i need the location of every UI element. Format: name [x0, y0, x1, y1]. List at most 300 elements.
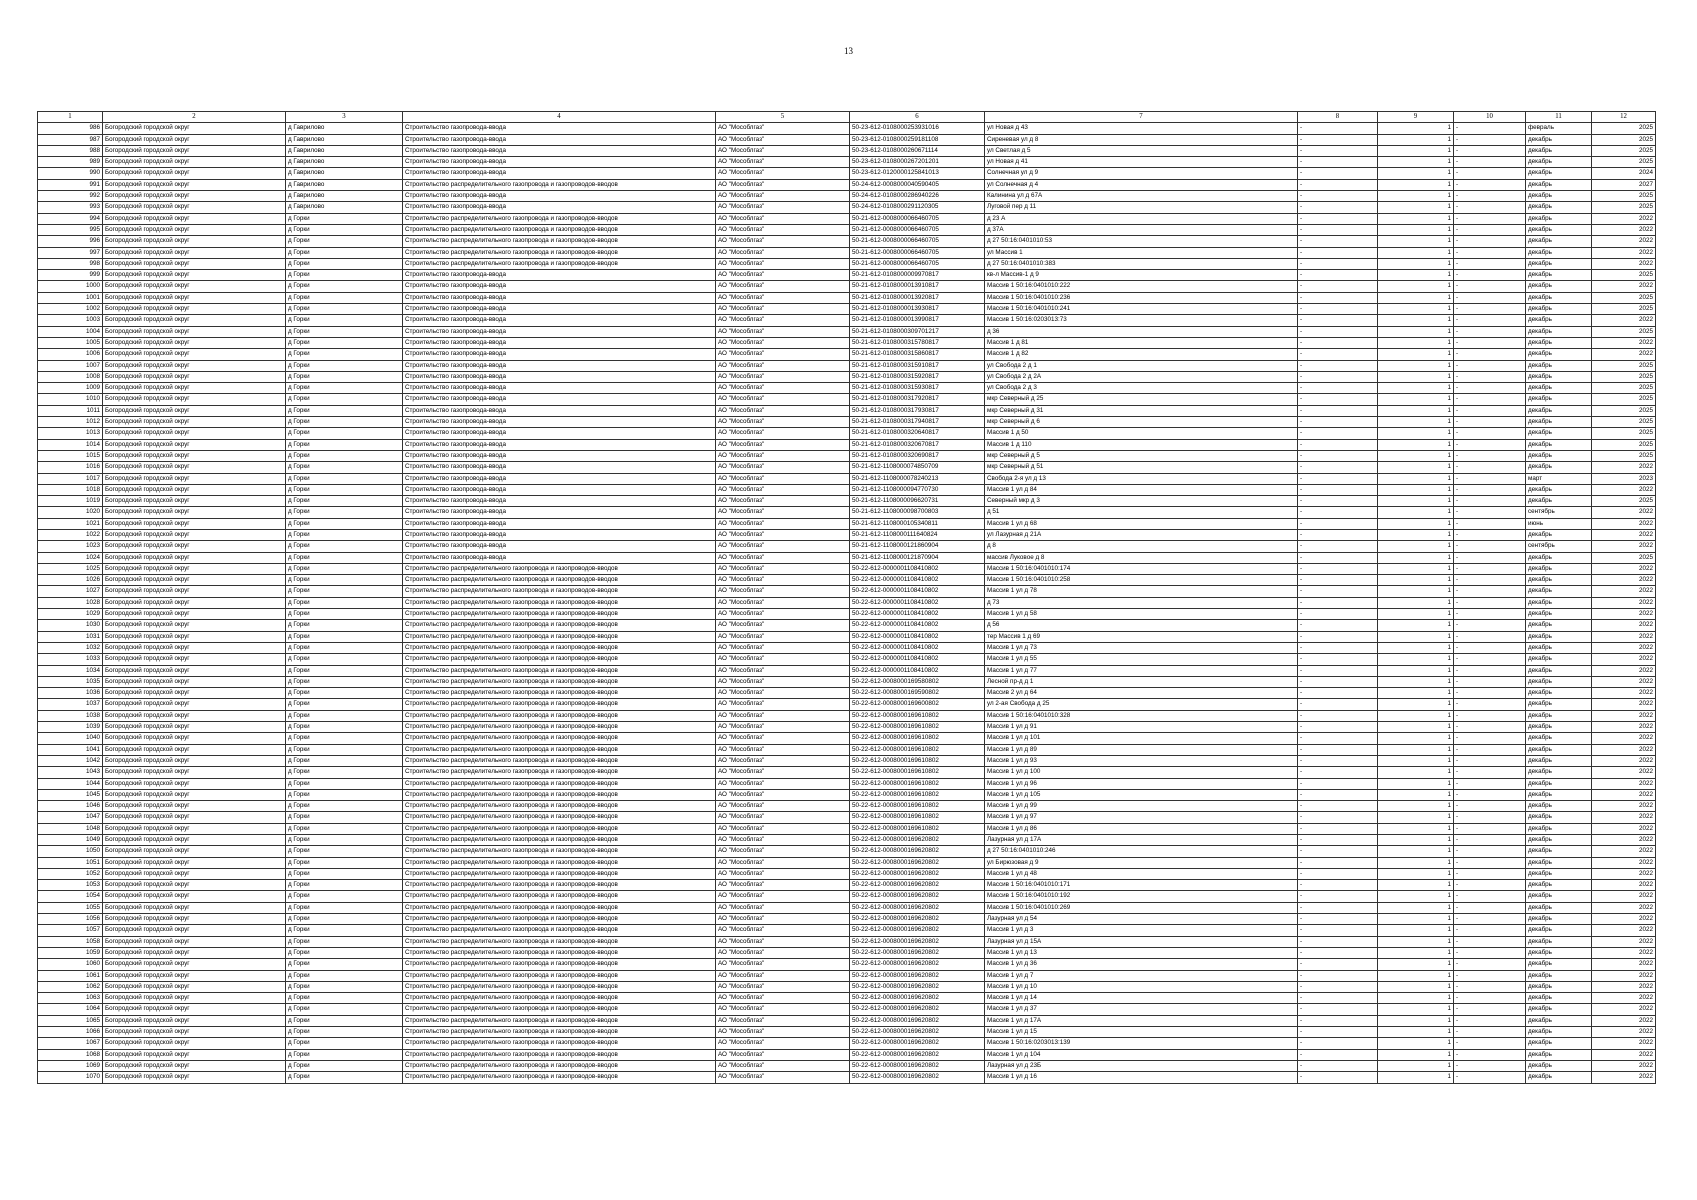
- year-cell: 2025: [1592, 326, 1656, 337]
- application-number-cell: 50-21-612-0108000013910817: [850, 281, 985, 292]
- address-cell: Массив 1 ул д 16: [985, 1072, 1298, 1083]
- organization-cell: АО "Мособлгаз": [716, 947, 850, 958]
- row-number-cell: 1013: [38, 428, 103, 439]
- organization-cell: АО "Мособлгаз": [716, 936, 850, 947]
- month-cell: декабрь: [1526, 631, 1592, 642]
- column-10-cell: -: [1454, 586, 1526, 597]
- year-cell: 2022: [1592, 676, 1656, 687]
- municipality-cell: Богородский городской округ: [103, 925, 286, 936]
- column-10-cell: -: [1454, 778, 1526, 789]
- year-cell: 2022: [1592, 224, 1656, 235]
- settlement-cell: д Горки: [286, 936, 403, 947]
- organization-cell: АО "Мособлгаз": [716, 891, 850, 902]
- address-cell: Калинина ул д 67А: [985, 191, 1298, 202]
- address-cell: ул Свобода 2 д 3: [985, 383, 1298, 394]
- year-cell: 2022: [1592, 609, 1656, 620]
- address-cell: Массив 1 ул д 99: [985, 801, 1298, 812]
- column-8-cell: -: [1298, 891, 1378, 902]
- count-cell: 1: [1378, 835, 1454, 846]
- column-header: 4: [403, 112, 716, 123]
- application-number-cell: 50-22-612-0008000169610802: [850, 801, 985, 812]
- application-number-cell: 50-22-612-0008000169620802: [850, 947, 985, 958]
- column-8-cell: -: [1298, 552, 1378, 563]
- row-number-cell: 1031: [38, 631, 103, 642]
- month-cell: декабрь: [1526, 642, 1592, 653]
- work-type-cell: Строительство распределительного газопровода и газопроводов-вводов: [403, 767, 716, 778]
- column-8-cell: -: [1298, 315, 1378, 326]
- organization-cell: АО "Мособлгаз": [716, 699, 850, 710]
- year-cell: 2025: [1592, 428, 1656, 439]
- row-number-cell: 988: [38, 145, 103, 156]
- month-cell: декабрь: [1526, 699, 1592, 710]
- municipality-cell: Богородский городской округ: [103, 405, 286, 416]
- application-number-cell: 50-22-612-0008000169610802: [850, 823, 985, 834]
- count-cell: 1: [1378, 270, 1454, 281]
- month-cell: декабрь: [1526, 213, 1592, 224]
- address-cell: Лазурная ул д 15А: [985, 936, 1298, 947]
- row-number-cell: 1000: [38, 281, 103, 292]
- column-8-cell: -: [1298, 134, 1378, 145]
- organization-cell: АО "Мособлгаз": [716, 586, 850, 597]
- table-row: [38, 1038, 1656, 1049]
- month-cell: декабрь: [1526, 688, 1592, 699]
- organization-cell: АО "Мособлгаз": [716, 315, 850, 326]
- column-8-cell: -: [1298, 507, 1378, 518]
- column-8-cell: -: [1298, 778, 1378, 789]
- row-number-cell: 993: [38, 202, 103, 213]
- count-cell: 1: [1378, 1004, 1454, 1015]
- column-10-cell: -: [1454, 405, 1526, 416]
- organization-cell: АО "Мособлгаз": [716, 326, 850, 337]
- address-cell: Массив 1 50:16:0401010:171: [985, 880, 1298, 891]
- column-8-cell: -: [1298, 1060, 1378, 1071]
- table-row: [38, 846, 1656, 857]
- row-number-cell: 1035: [38, 676, 103, 687]
- organization-cell: АО "Мособлгаз": [716, 360, 850, 371]
- count-cell: 1: [1378, 1038, 1454, 1049]
- settlement-cell: д Горки: [286, 733, 403, 744]
- row-number-cell: 991: [38, 179, 103, 190]
- work-type-cell: Строительство распределительного газопровода и газопроводов-вводов: [403, 891, 716, 902]
- application-number-cell: 50-23-612-0108000259181108: [850, 134, 985, 145]
- month-cell: декабрь: [1526, 462, 1592, 473]
- organization-cell: АО "Мособлгаз": [716, 202, 850, 213]
- column-10-cell: -: [1454, 145, 1526, 156]
- table-row: [38, 642, 1656, 653]
- row-number-cell: 989: [38, 157, 103, 168]
- settlement-cell: д Горки: [286, 823, 403, 834]
- application-number-cell: 50-21-612-1108000098700803: [850, 507, 985, 518]
- organization-cell: АО "Мособлгаз": [716, 631, 850, 642]
- column-8-cell: -: [1298, 597, 1378, 608]
- application-number-cell: 50-21-612-1108000111640824: [850, 529, 985, 540]
- address-cell: Луговой пер д 11: [985, 202, 1298, 213]
- column-8-cell: -: [1298, 801, 1378, 812]
- address-cell: Массив 1 50:16:0401010:328: [985, 710, 1298, 721]
- address-cell: Свобода 2-я ул д 13: [985, 473, 1298, 484]
- work-type-cell: Строительство газопровода-ввода: [403, 383, 716, 394]
- address-cell: Массив 1 ул д 17А: [985, 1015, 1298, 1026]
- count-cell: 1: [1378, 609, 1454, 620]
- organization-cell: АО "Мособлгаз": [716, 529, 850, 540]
- municipality-cell: Богородский городской округ: [103, 880, 286, 891]
- count-cell: 1: [1378, 755, 1454, 766]
- address-cell: Массив 1 ул д 78: [985, 586, 1298, 597]
- municipality-cell: Богородский городской округ: [103, 789, 286, 800]
- year-cell: 2025: [1592, 191, 1656, 202]
- settlement-cell: д Горки: [286, 247, 403, 258]
- application-number-cell: 50-21-612-0108000013930817: [850, 304, 985, 315]
- settlement-cell: д Горки: [286, 597, 403, 608]
- row-number-cell: 1055: [38, 902, 103, 913]
- row-number-cell: 1051: [38, 857, 103, 868]
- month-cell: декабрь: [1526, 710, 1592, 721]
- table-row: [38, 337, 1656, 348]
- address-cell: Массив 1 ул д 100: [985, 767, 1298, 778]
- year-cell: 2022: [1592, 281, 1656, 292]
- application-number-cell: 50-22-612-0000001108410802: [850, 620, 985, 631]
- settlement-cell: д Горки: [286, 224, 403, 235]
- municipality-cell: Богородский городской округ: [103, 518, 286, 529]
- organization-cell: АО "Мособлгаз": [716, 654, 850, 665]
- column-10-cell: -: [1454, 575, 1526, 586]
- settlement-cell: д Горки: [286, 993, 403, 1004]
- month-cell: декабрь: [1526, 744, 1592, 755]
- address-cell: Массив 1 50:16:0203013:139: [985, 1038, 1298, 1049]
- table-row: [38, 236, 1656, 247]
- column-10-cell: -: [1454, 191, 1526, 202]
- year-cell: 2022: [1592, 947, 1656, 958]
- month-cell: сентябрь: [1526, 507, 1592, 518]
- settlement-cell: д Горки: [286, 383, 403, 394]
- table-row: [38, 699, 1656, 710]
- work-type-cell: Строительство распределительного газопровода и газопроводов-вводов: [403, 236, 716, 247]
- row-number-cell: 1003: [38, 315, 103, 326]
- column-8-cell: -: [1298, 462, 1378, 473]
- year-cell: 2025: [1592, 123, 1656, 134]
- organization-cell: АО "Мособлгаз": [716, 484, 850, 495]
- month-cell: декабрь: [1526, 609, 1592, 620]
- organization-cell: АО "Мособлгаз": [716, 846, 850, 857]
- application-number-cell: 50-23-612-0108000253931016: [850, 123, 985, 134]
- column-10-cell: -: [1454, 654, 1526, 665]
- year-cell: 2022: [1592, 665, 1656, 676]
- table-row: [38, 1015, 1656, 1026]
- count-cell: 1: [1378, 428, 1454, 439]
- column-8-cell: -: [1298, 936, 1378, 947]
- work-type-cell: Строительство распределительного газопровода и газопроводов-вводов: [403, 620, 716, 631]
- count-cell: 1: [1378, 710, 1454, 721]
- address-cell: Массив 1 ул д 84: [985, 484, 1298, 495]
- row-number-cell: 1032: [38, 642, 103, 653]
- municipality-cell: Богородский городской округ: [103, 857, 286, 868]
- table-row: [38, 620, 1656, 631]
- work-type-cell: Строительство газопровода-ввода: [403, 191, 716, 202]
- settlement-cell: д Горки: [286, 304, 403, 315]
- address-cell: ул 2-ая Свобода д 25: [985, 699, 1298, 710]
- table-row: [38, 925, 1656, 936]
- column-10-cell: -: [1454, 304, 1526, 315]
- column-8-cell: -: [1298, 880, 1378, 891]
- month-cell: декабрь: [1526, 145, 1592, 156]
- year-cell: 2022: [1592, 722, 1656, 733]
- settlement-cell: д Горки: [286, 586, 403, 597]
- work-type-cell: Строительство распределительного газопровода и газопроводов-вводов: [403, 857, 716, 868]
- work-type-cell: Строительство распределительного газопровода и газопроводов-вводов: [403, 179, 716, 190]
- settlement-cell: д Гаврилово: [286, 145, 403, 156]
- application-number-cell: 50-22-612-0008000169620802: [850, 925, 985, 936]
- address-cell: Массив 1 ул д 48: [985, 868, 1298, 879]
- work-type-cell: Строительство распределительного газопровода и газопроводов-вводов: [403, 699, 716, 710]
- table-row: [38, 891, 1656, 902]
- work-type-cell: Строительство распределительного газопровода и газопроводов-вводов: [403, 631, 716, 642]
- organization-cell: АО "Мособлгаз": [716, 620, 850, 631]
- settlement-cell: д Горки: [286, 439, 403, 450]
- month-cell: декабрь: [1526, 168, 1592, 179]
- settlement-cell: д Горки: [286, 902, 403, 913]
- column-8-cell: -: [1298, 394, 1378, 405]
- table-row: [38, 789, 1656, 800]
- municipality-cell: Богородский городской округ: [103, 1072, 286, 1083]
- row-number-cell: 1026: [38, 575, 103, 586]
- settlement-cell: д Горки: [286, 755, 403, 766]
- address-cell: ул Свобода 2 д 2А: [985, 371, 1298, 382]
- month-cell: декабрь: [1526, 202, 1592, 213]
- month-cell: декабрь: [1526, 315, 1592, 326]
- municipality-cell: Богородский городской округ: [103, 247, 286, 258]
- column-8-cell: -: [1298, 473, 1378, 484]
- table-row: [38, 981, 1656, 992]
- organization-cell: АО "Мособлгаз": [716, 597, 850, 608]
- column-10-cell: -: [1454, 1027, 1526, 1038]
- year-cell: 2025: [1592, 157, 1656, 168]
- month-cell: декабрь: [1526, 371, 1592, 382]
- row-number-cell: 1005: [38, 337, 103, 348]
- settlement-cell: д Горки: [286, 631, 403, 642]
- row-number-cell: 1068: [38, 1049, 103, 1060]
- month-cell: декабрь: [1526, 428, 1592, 439]
- application-number-cell: 50-21-612-0108000320670817: [850, 439, 985, 450]
- column-10-cell: -: [1454, 642, 1526, 653]
- row-number-cell: 1012: [38, 417, 103, 428]
- column-10-cell: -: [1454, 360, 1526, 371]
- settlement-cell: д Горки: [286, 552, 403, 563]
- table-body: [38, 123, 1656, 1083]
- year-cell: 2022: [1592, 835, 1656, 846]
- application-number-cell: 50-22-612-0008000169620802: [850, 1027, 985, 1038]
- column-10-cell: -: [1454, 134, 1526, 145]
- column-10-cell: -: [1454, 710, 1526, 721]
- column-8-cell: -: [1298, 575, 1378, 586]
- municipality-cell: Богородский городской округ: [103, 744, 286, 755]
- municipality-cell: Богородский городской округ: [103, 868, 286, 879]
- month-cell: декабрь: [1526, 383, 1592, 394]
- count-cell: 1: [1378, 801, 1454, 812]
- column-10-cell: -: [1454, 744, 1526, 755]
- address-cell: ул Лазурная д 21А: [985, 529, 1298, 540]
- month-cell: декабрь: [1526, 970, 1592, 981]
- row-number-cell: 1004: [38, 326, 103, 337]
- settlement-cell: д Горки: [286, 450, 403, 461]
- municipality-cell: Богородский городской округ: [103, 665, 286, 676]
- row-number-cell: 999: [38, 270, 103, 281]
- column-8-cell: -: [1298, 868, 1378, 879]
- table-row: [38, 1060, 1656, 1071]
- column-8-cell: -: [1298, 642, 1378, 653]
- municipality-cell: Богородский городской округ: [103, 563, 286, 574]
- table-row: [38, 213, 1656, 224]
- row-number-cell: 1007: [38, 360, 103, 371]
- organization-cell: АО "Мособлгаз": [716, 496, 850, 507]
- work-type-cell: Строительство газопровода-ввода: [403, 462, 716, 473]
- count-cell: 1: [1378, 292, 1454, 303]
- count-cell: 1: [1378, 947, 1454, 958]
- column-8-cell: -: [1298, 993, 1378, 1004]
- year-cell: 2022: [1592, 925, 1656, 936]
- organization-cell: АО "Мособлгаз": [716, 191, 850, 202]
- column-10-cell: -: [1454, 179, 1526, 190]
- row-number-cell: 990: [38, 168, 103, 179]
- work-type-cell: Строительство газопровода-ввода: [403, 123, 716, 134]
- work-type-cell: Строительство газопровода-ввода: [403, 371, 716, 382]
- count-cell: 1: [1378, 789, 1454, 800]
- count-cell: 1: [1378, 620, 1454, 631]
- application-number-cell: 50-22-612-0008000169580802: [850, 676, 985, 687]
- row-number-cell: 1049: [38, 835, 103, 846]
- table-row: [38, 914, 1656, 925]
- row-number-cell: 994: [38, 213, 103, 224]
- address-cell: Массив 1 ул д 10: [985, 981, 1298, 992]
- work-type-cell: Строительство распределительного газопровода и газопроводов-вводов: [403, 744, 716, 755]
- address-cell: д 51: [985, 507, 1298, 518]
- settlement-cell: д Горки: [286, 371, 403, 382]
- address-cell: Массив 1 ул д 68: [985, 518, 1298, 529]
- work-type-cell: Строительство распределительного газопровода и газопроводов-вводов: [403, 586, 716, 597]
- organization-cell: АО "Мособлгаз": [716, 642, 850, 653]
- table-row: [38, 371, 1656, 382]
- address-cell: Массив 1 ул д 73: [985, 642, 1298, 653]
- year-cell: 2022: [1592, 755, 1656, 766]
- count-cell: 1: [1378, 247, 1454, 258]
- address-cell: Лазурная ул д 17А: [985, 835, 1298, 846]
- column-8-cell: -: [1298, 947, 1378, 958]
- column-10-cell: -: [1454, 620, 1526, 631]
- settlement-cell: д Горки: [286, 213, 403, 224]
- work-type-cell: Строительство распределительного газопровода и газопроводов-вводов: [403, 1049, 716, 1060]
- address-cell: мкр Северный д 51: [985, 462, 1298, 473]
- address-cell: Солнечная ул д 9: [985, 168, 1298, 179]
- application-number-cell: 50-22-612-0008000169620802: [850, 891, 985, 902]
- year-cell: 2023: [1592, 473, 1656, 484]
- column-10-cell: -: [1454, 518, 1526, 529]
- row-number-cell: 1041: [38, 744, 103, 755]
- municipality-cell: Богородский городской округ: [103, 846, 286, 857]
- month-cell: декабрь: [1526, 789, 1592, 800]
- year-cell: 2025: [1592, 496, 1656, 507]
- column-10-cell: -: [1454, 846, 1526, 857]
- settlement-cell: д Гаврилово: [286, 202, 403, 213]
- organization-cell: АО "Мособлгаз": [716, 744, 850, 755]
- application-number-cell: 50-22-612-0008000169620802: [850, 970, 985, 981]
- work-type-cell: Строительство газопровода-ввода: [403, 507, 716, 518]
- row-number-cell: 1027: [38, 586, 103, 597]
- table-row: [38, 947, 1656, 958]
- year-cell: 2022: [1592, 868, 1656, 879]
- count-cell: 1: [1378, 484, 1454, 495]
- table-row: [38, 1004, 1656, 1015]
- row-number-cell: 1061: [38, 970, 103, 981]
- row-number-cell: 1065: [38, 1015, 103, 1026]
- count-cell: 1: [1378, 722, 1454, 733]
- count-cell: 1: [1378, 473, 1454, 484]
- settlement-cell: д Горки: [286, 236, 403, 247]
- year-cell: 2022: [1592, 1015, 1656, 1026]
- application-number-cell: 50-23-612-0108000267201201: [850, 157, 985, 168]
- municipality-cell: Богородский городской округ: [103, 891, 286, 902]
- address-cell: Массив 1 ул д 14: [985, 993, 1298, 1004]
- column-10-cell: -: [1454, 857, 1526, 868]
- application-number-cell: 50-21-612-0108000317940817: [850, 417, 985, 428]
- month-cell: декабрь: [1526, 484, 1592, 495]
- organization-cell: АО "Мособлгаз": [716, 959, 850, 970]
- municipality-cell: Богородский городской округ: [103, 993, 286, 1004]
- table-row: [38, 247, 1656, 258]
- organization-cell: АО "Мособлгаз": [716, 733, 850, 744]
- column-8-cell: -: [1298, 236, 1378, 247]
- organization-cell: АО "Мособлгаз": [716, 665, 850, 676]
- row-number-cell: 996: [38, 236, 103, 247]
- row-number-cell: 1002: [38, 304, 103, 315]
- column-10-cell: -: [1454, 631, 1526, 642]
- organization-cell: АО "Мособлгаз": [716, 292, 850, 303]
- column-8-cell: -: [1298, 789, 1378, 800]
- application-number-cell: 50-22-612-0008000169610802: [850, 744, 985, 755]
- application-number-cell: 50-22-612-0000001108410802: [850, 586, 985, 597]
- column-10-cell: -: [1454, 1072, 1526, 1083]
- work-type-cell: Строительство распределительного газопровода и газопроводов-вводов: [403, 258, 716, 269]
- month-cell: декабрь: [1526, 914, 1592, 925]
- settlement-cell: д Горки: [286, 428, 403, 439]
- column-10-cell: -: [1454, 597, 1526, 608]
- count-cell: 1: [1378, 1072, 1454, 1083]
- organization-cell: АО "Мособлгаз": [716, 1072, 850, 1083]
- page-number: 13: [844, 46, 853, 56]
- month-cell: декабрь: [1526, 1015, 1592, 1026]
- month-cell: декабрь: [1526, 1060, 1592, 1071]
- month-cell: декабрь: [1526, 270, 1592, 281]
- organization-cell: АО "Мособлгаз": [716, 868, 850, 879]
- month-cell: декабрь: [1526, 247, 1592, 258]
- row-number-cell: 1044: [38, 778, 103, 789]
- count-cell: 1: [1378, 191, 1454, 202]
- application-number-cell: 50-22-612-0008000169610802: [850, 722, 985, 733]
- month-cell: декабрь: [1526, 552, 1592, 563]
- count-cell: 1: [1378, 405, 1454, 416]
- column-10-cell: -: [1454, 1060, 1526, 1071]
- count-cell: 1: [1378, 846, 1454, 857]
- column-8-cell: -: [1298, 484, 1378, 495]
- application-number-cell: 50-23-612-0108000260671114: [850, 145, 985, 156]
- row-number-cell: 1059: [38, 947, 103, 958]
- municipality-cell: Богородский городской округ: [103, 371, 286, 382]
- count-cell: 1: [1378, 744, 1454, 755]
- count-cell: 1: [1378, 360, 1454, 371]
- organization-cell: АО "Мособлгаз": [716, 462, 850, 473]
- column-10-cell: -: [1454, 439, 1526, 450]
- month-cell: декабрь: [1526, 597, 1592, 608]
- year-cell: 2025: [1592, 145, 1656, 156]
- municipality-cell: Богородский городской округ: [103, 970, 286, 981]
